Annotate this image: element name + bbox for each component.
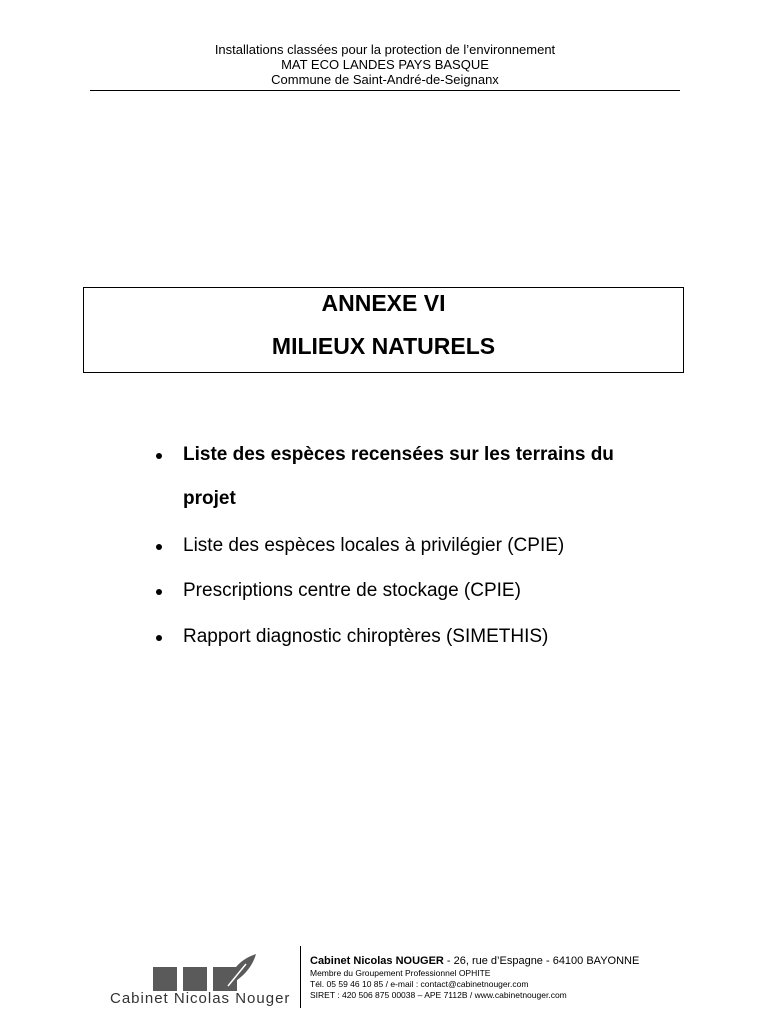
footer-divider [300, 946, 301, 1008]
page-header [0, 42, 770, 87]
company-logo [108, 950, 291, 1012]
logo-square-icon [183, 967, 207, 991]
header-line-2: MAT ECO LANDES PAYS BASQUE [281, 57, 489, 72]
header-line-3: Commune de Saint-André-de-Seignanx [271, 72, 499, 87]
logo-wordmark: Cabinet Nicolas Nouger [110, 990, 291, 1007]
logo-square-icon [153, 967, 177, 991]
bullet-icon [156, 589, 162, 595]
footer-siret: SIRET : 420 506 875 00038 – APE 7112B / www.cabinetnouger.com [310, 990, 567, 1000]
footer-member: Membre du Groupement Professionnel OPHITE [310, 968, 491, 978]
annex-subtitle: MILIEUX NATURELS [271, 333, 496, 359]
header-line-1: Installations classées pour la protection de l’environnement [214, 42, 556, 57]
list-item-text: Liste des espèces locales à privilégier (CPIE) [183, 535, 565, 556]
bullet-icon [156, 453, 162, 459]
list-item-text: projet [183, 488, 236, 509]
footer-company-line [310, 955, 760, 968]
leaf-icon [220, 950, 260, 990]
annex-title: ANNEXE VI [321, 290, 446, 316]
bullet-icon [156, 544, 162, 550]
list-item-text: Rapport diagnostic chiroptères (SIMETHIS) [183, 626, 549, 647]
list-item-text: Liste des espèces recensées sur les terrains du [183, 444, 614, 465]
company-address: - 26, rue d’Espagne - 64100 BAYONNE [443, 955, 640, 967]
list-item-text: Prescriptions centre de stockage (CPIE) [183, 580, 521, 601]
bullet-icon [156, 635, 162, 641]
title-box [83, 287, 684, 373]
footer-contact [310, 955, 760, 1001]
header-divider [90, 90, 680, 91]
company-name: Cabinet Nicolas NOUGER [310, 955, 444, 967]
footer-contact-info: Tél. 05 59 46 10 85 / e-mail : contact@cabinetnouger.com [310, 979, 529, 989]
